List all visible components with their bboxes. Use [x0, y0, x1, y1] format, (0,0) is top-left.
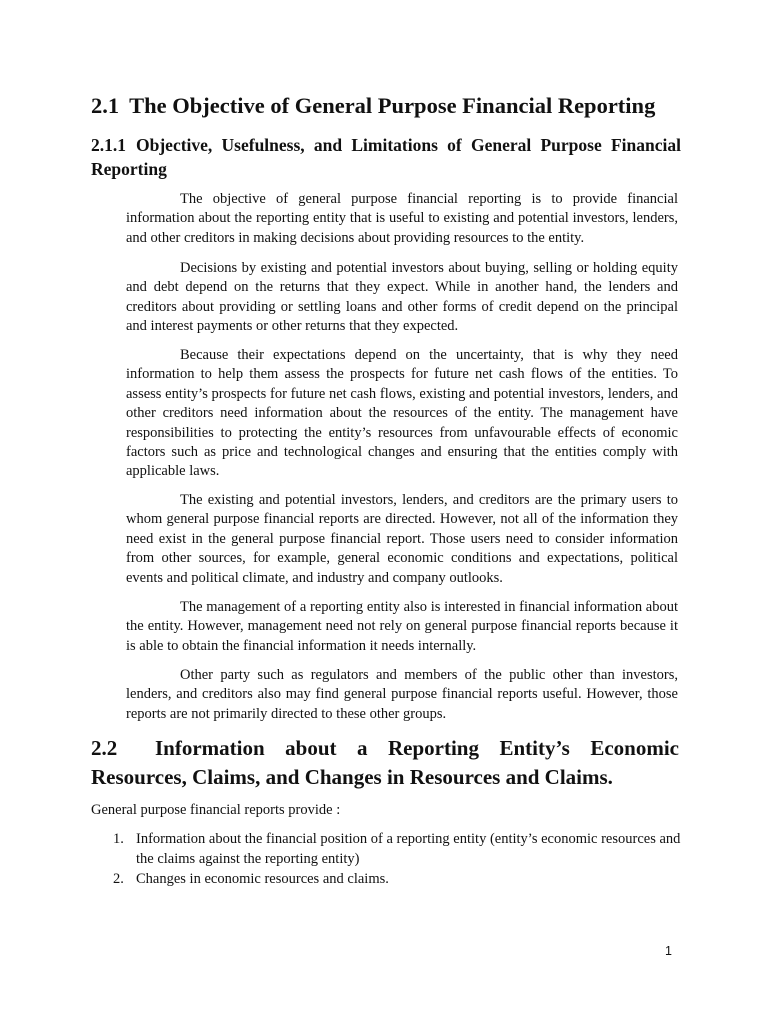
paragraph [126, 259, 678, 337]
list-marker: 2. [113, 871, 124, 887]
paragraph-text: Other party such as regulators and members of the public other than investors, lenders, and creditors also may find general purpose financial reports useful. However, those reports are not primarily directed to these other groups. [126, 667, 678, 722]
section-number: 2.2 [91, 736, 118, 760]
list-item [91, 870, 681, 890]
list-item [91, 830, 681, 869]
section-heading-2-2 [91, 734, 679, 792]
paragraph-text: Because their expectations depend on the uncertainty, that is why they need information to help them assess the prospects for future net cash flows of the entities. To assess entity’s prospects for future net cash flows, existing and potential investors, lenders, and other creditors need information about the resources of the entity. The management have responsibilities to protecting the entity’s resources from unfavourable effects of economic factors such as price and technological changes and ensuring that the entities comply with applicable laws. [126, 347, 678, 480]
page-number: 1 [665, 944, 672, 958]
paragraph [126, 598, 678, 656]
paragraph [126, 491, 678, 588]
paragraph-text: The existing and potential investors, lenders, and creditors are the primary users to whom general purpose financial reports are directed. However, not all of the information they need exist in the general purpose financial report. Those users need to consider information from other sources, for example, general economic conditions and expectations, political events and political climate, and industry and company outlooks. [126, 492, 678, 586]
list-marker: 1. [113, 831, 124, 847]
section-heading-2-1 [91, 92, 691, 120]
section-title: Information about a Reporting Entity’s Economic Resources, Claims, and Changes in Resources and Claims. [91, 736, 679, 789]
numbered-list [91, 830, 681, 891]
subsection-number: 2.1.1 [91, 135, 126, 155]
list-intro: General purpose financial reports provide : [91, 802, 341, 818]
paragraph [126, 190, 678, 248]
paragraph-text: The management of a reporting entity also is interested in financial information about the entity. However, management need not rely on general purpose financial reports because it is able to obtain the financial information it needs internally. [126, 599, 678, 654]
subsection-title: Objective, Usefulness, and Limitations of General Purpose Financial Reporting [91, 135, 681, 179]
paragraph-text: Decisions by existing and potential investors about buying, selling or holding equity and debt depend on the returns that they expect. While in another hand, the lenders and creditors about providing or settling loans and other forms of credit depend on the principal and interest payments or other returns that they expected. [126, 260, 678, 335]
paragraph [126, 666, 678, 724]
paragraph-text: The objective of general purpose financial reporting is to provide financial information about the reporting entity that is useful to existing and potential investors, lenders, and other creditors in making decisions about providing resources to the entity. [126, 191, 678, 246]
section-number: 2.1 [91, 93, 120, 118]
list-item-text: Information about the financial position of a reporting entity (entity’s economic resources and the claims against the reporting entity) [136, 831, 681, 867]
section-title: The Objective of General Purpose Financial Reporting [129, 93, 656, 118]
list-item-text: Changes in economic resources and claims. [136, 871, 389, 887]
paragraph [126, 346, 678, 482]
subsection-heading-2-1-1 [91, 133, 681, 181]
